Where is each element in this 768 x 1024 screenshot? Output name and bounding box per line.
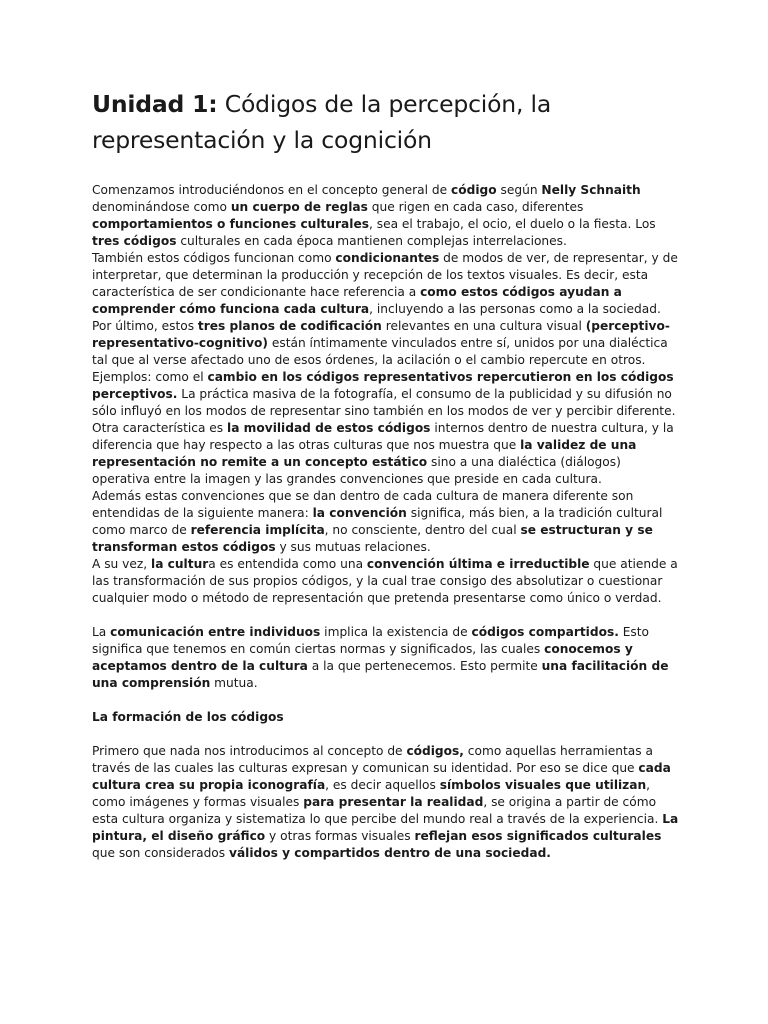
text-run: y sus mutuas relaciones.: [275, 540, 431, 554]
section-heading: La formación de los códigos: [92, 710, 284, 724]
bold-text: códigos compartidos.: [471, 625, 619, 639]
document-page: [92, 86, 680, 862]
text-run: que rigen en cada caso, diferentes: [367, 200, 584, 214]
text-run: Primero que nada nos introducimos al concepto de: [92, 744, 407, 758]
text-run: y otras formas visuales: [265, 829, 415, 843]
text-run: La: [92, 625, 111, 639]
text-run: relevantes en una cultura visual: [381, 319, 586, 333]
bold-text: una facilitación de una comprensión: [92, 659, 669, 690]
bold-text: para presentar la realidad: [303, 795, 484, 809]
section-body: [92, 743, 680, 862]
text-run: Otra característica es: [92, 421, 228, 435]
paragraph: [92, 182, 680, 250]
bold-text: como estos códigos ayudan a comprender cómo funciona cada cultura: [92, 285, 622, 316]
text-run: según: [496, 183, 542, 197]
text-run: denominándose como: [92, 200, 231, 214]
text-run: , incluyendo a las personas como a la sociedad.: [369, 302, 661, 316]
bold-text: tres códigos: [92, 234, 177, 248]
text-run: de modos de ver, de representar, y de interpretar, que determinan la producción y recepción de los textos visuales. Es decir, esta característica de ser condicionante hace referencia a: [92, 251, 678, 299]
intro-body: [92, 182, 680, 692]
bold-text: se estructuran y se transforman estos códigos: [92, 523, 653, 554]
bold-text: símbolos visuales que utilizan: [439, 778, 647, 792]
bold-text: referencia implícita: [190, 523, 325, 537]
bold-text: (perceptivo-representativo-cognitivo): [92, 319, 670, 350]
text-run: significa, más bien, a la tradición cultural como marco de: [92, 506, 663, 537]
paragraph: [92, 743, 680, 862]
text-run: , no consciente, dentro del cual: [324, 523, 521, 537]
bold-text: cambio en los códigos representativos repercutieron en los códigos perceptivos.: [92, 370, 674, 401]
bold-text: Nelly Schnaith: [541, 183, 641, 197]
text-run: mutua.: [210, 676, 258, 690]
text-run: A su vez,: [92, 557, 152, 571]
bold-text: convención última e irreductible: [366, 557, 590, 571]
text-run: Además estas convenciones que se dan dentro de cada cultura de manera diferente son entendidas de la siguiente manera:: [92, 489, 634, 520]
text-run: que atiende a las transformación de sus propios códigos, y la cual trae consigo des absolutizar o cuestionar cualquier modo o método de representación que pretenda presentarse como único o verdad.: [92, 557, 678, 605]
text-run: están íntimamente vinculados entre sí, unidos por una dialéctica tal que al verse afectado uno de esos órdenes, la acilación o el cambio repercute en otros.: [92, 336, 668, 367]
text-run: a la que pertenecemos. Esto permite: [307, 659, 542, 673]
text-run: , sea el trabajo, el ocio, el duelo o la fiesta. Los: [368, 217, 656, 231]
paragraph: [92, 488, 680, 556]
paragraph: [92, 420, 680, 488]
bold-text: comunicación entre individuos: [110, 625, 321, 639]
paragraph: [92, 318, 680, 369]
text-run: También estos códigos funcionan como: [92, 251, 336, 265]
title-subtitle: Códigos de la percepción, la representación y la cognición: [92, 90, 552, 154]
text-run: implica la existencia de: [320, 625, 472, 639]
text-run: La práctica masiva de la fotografía, el consumo de la publicidad y su difusión no sólo influyó en los modos de representar sino también en los modos de ver y percibir diferente.: [92, 387, 676, 418]
bold-text: código: [451, 183, 497, 197]
bold-text: la validez de una representación no remite a un concepto estático: [92, 438, 637, 469]
text-run: como aquellas herramientas a través de las cuales las culturas expresan y comunican su identidad. Por eso se dice que: [92, 744, 653, 775]
text-run: Por último, estos: [92, 319, 198, 333]
bold-text: un cuerpo de reglas: [230, 200, 368, 214]
text-run: culturales en cada época mantienen complejas interrelaciones.: [176, 234, 567, 248]
text-run: , como imágenes y formas visuales: [92, 778, 651, 809]
bold-text: condicionantes: [335, 251, 440, 265]
paragraph: [92, 624, 680, 692]
paragraph: [92, 369, 680, 420]
bold-text: comportamientos o funciones culturales: [92, 217, 369, 231]
bold-text: reflejan esos significados culturales: [414, 829, 662, 843]
bold-text: cada cultura crea su propia iconografía: [92, 761, 671, 792]
text-run: sino a una dialéctica (diálogos) operativa entre la imagen y las grandes convenciones que preside en cada cultura.: [92, 455, 621, 486]
paragraph: [92, 556, 680, 607]
text-run: Esto significa que tenemos en común ciertas normas y significados, las cuales: [92, 625, 650, 656]
text-run: , es decir aquellos: [325, 778, 440, 792]
paragraph: [92, 250, 680, 318]
bold-text: códigos,: [406, 744, 464, 758]
text-run: Comenzamos introduciéndonos en el concepto general de: [92, 183, 452, 197]
bold-text: tres planos de codificación: [197, 319, 382, 333]
bold-text: la movilidad de estos códigos: [227, 421, 431, 435]
bold-text: la convención: [312, 506, 407, 520]
text-run: internos dentro de nuestra cultura, y la diferencia que hay respecto a las otras culturas que nos muestra que: [92, 421, 674, 452]
text-run: que son considerados: [92, 846, 229, 860]
text-run: a es entendida como una: [208, 557, 367, 571]
bold-text: la cultur: [151, 557, 209, 571]
text-run: Ejemplos: como el: [92, 370, 208, 384]
bold-text: válidos y compartidos dentro de una sociedad.: [229, 846, 551, 860]
bold-text: conocemos y aceptamos dentro de la cultura: [92, 642, 633, 673]
text-run: , se origina a partir de cómo esta cultura organiza y sistematiza lo que percibe del mundo real a través de la experiencia.: [92, 795, 663, 826]
page-title: [92, 86, 680, 158]
title-unit: Unidad 1:: [92, 90, 218, 118]
bold-text: La pintura, el diseño gráfico: [92, 812, 679, 843]
